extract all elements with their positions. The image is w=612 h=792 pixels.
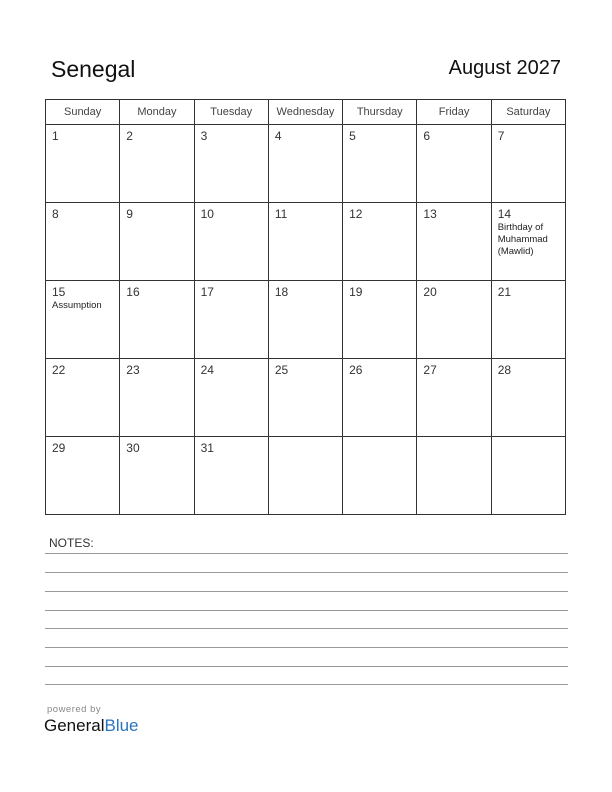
day-number: 29: [52, 441, 66, 455]
week-row: [46, 281, 566, 359]
weekday-header: Friday: [417, 100, 491, 125]
day-number: 31: [200, 441, 214, 455]
week-row: [46, 359, 566, 437]
day-cell: [343, 281, 417, 359]
day-number: 9: [126, 207, 133, 221]
notes-line: [45, 553, 568, 554]
day-cell: [491, 359, 565, 437]
brand-general: General: [44, 716, 105, 735]
day-cell: [417, 437, 491, 515]
notes-line: [45, 647, 568, 648]
week-row: [46, 203, 566, 281]
day-number: 16: [126, 285, 140, 299]
day-number: 11: [274, 207, 288, 221]
weekday-header: Wednesday: [268, 100, 342, 125]
day-cell: [194, 437, 268, 515]
day-cell: [268, 437, 342, 515]
day-number: 21: [497, 285, 512, 299]
day-cell: [194, 281, 268, 359]
notes-line: [45, 572, 568, 573]
day-cell: [268, 125, 342, 203]
day-cell: [120, 281, 194, 359]
day-cell: [491, 437, 565, 515]
weekday-header: Thursday: [343, 100, 417, 125]
day-cell: [194, 203, 268, 281]
day-cell: [120, 359, 194, 437]
powered-by-text: powered by: [47, 704, 102, 715]
country-title: Senegal: [51, 56, 136, 82]
day-number: 1: [52, 129, 59, 143]
day-number: 23: [126, 363, 140, 377]
calendar-grid: [45, 99, 566, 515]
generalblue-logo[interactable]: [44, 716, 139, 736]
day-number: 30: [126, 441, 140, 455]
notes-label: NOTES:: [49, 536, 94, 550]
weekday-header: Sunday: [46, 100, 120, 125]
month-year-title: August 2027: [448, 57, 561, 79]
brand-blue: Blue: [104, 716, 139, 735]
week-row: [46, 437, 566, 515]
weekday-header: Monday: [120, 100, 194, 125]
day-cell: [46, 437, 120, 515]
day-cell: [120, 203, 194, 281]
day-number: 20: [423, 285, 437, 299]
day-cell: [46, 203, 120, 281]
notes-line: [45, 591, 568, 592]
weekday-header-row: [46, 100, 566, 125]
day-number: 4: [274, 129, 282, 143]
notes-line: [45, 666, 568, 667]
day-number: 5: [349, 129, 356, 143]
day-number: 22: [52, 363, 66, 377]
day-cell: [343, 203, 417, 281]
holiday-label: Assumption: [52, 300, 102, 311]
holiday-label: Birthday of Muhammad (Mawlid): [497, 222, 548, 257]
day-cell: [120, 125, 194, 203]
day-number: 10: [200, 207, 214, 221]
day-cell: [46, 359, 120, 437]
notes-line: [45, 610, 568, 611]
day-cell: [491, 281, 565, 359]
day-number: 8: [52, 207, 59, 221]
day-cell: [417, 281, 491, 359]
day-cell: [417, 359, 491, 437]
day-cell: [46, 125, 120, 203]
day-number: 28: [497, 363, 512, 377]
day-cell: [491, 203, 565, 281]
day-number: 2: [126, 129, 133, 143]
day-cell: [343, 437, 417, 515]
day-number: 3: [200, 129, 208, 143]
day-number: 12: [349, 207, 363, 221]
day-cell: [194, 359, 268, 437]
week-row: [46, 125, 566, 203]
day-number: 17: [200, 285, 214, 299]
day-cell: [268, 203, 342, 281]
day-number: 6: [423, 129, 431, 143]
day-number: 14: [497, 207, 512, 221]
day-number: 25: [274, 363, 289, 377]
weekday-header: Tuesday: [194, 100, 268, 125]
notes-line: [45, 628, 568, 629]
day-cell: [194, 125, 268, 203]
day-cell: [268, 359, 342, 437]
day-cell: [268, 281, 342, 359]
day-number: 26: [349, 363, 363, 377]
day-cell: [491, 125, 565, 203]
day-number: 18: [274, 285, 289, 299]
day-cell: [46, 281, 120, 359]
day-cell: [343, 125, 417, 203]
day-cell: [343, 359, 417, 437]
day-number: 19: [349, 285, 363, 299]
day-number: 15: [52, 285, 66, 299]
day-cell: [417, 203, 491, 281]
day-number: 24: [200, 363, 214, 377]
day-cell: [120, 437, 194, 515]
day-number: 7: [497, 129, 505, 143]
day-number: 27: [423, 363, 437, 377]
day-cell: [417, 125, 491, 203]
day-number: 13: [423, 207, 437, 221]
notes-line: [45, 684, 568, 685]
weekday-header: Saturday: [491, 100, 565, 125]
